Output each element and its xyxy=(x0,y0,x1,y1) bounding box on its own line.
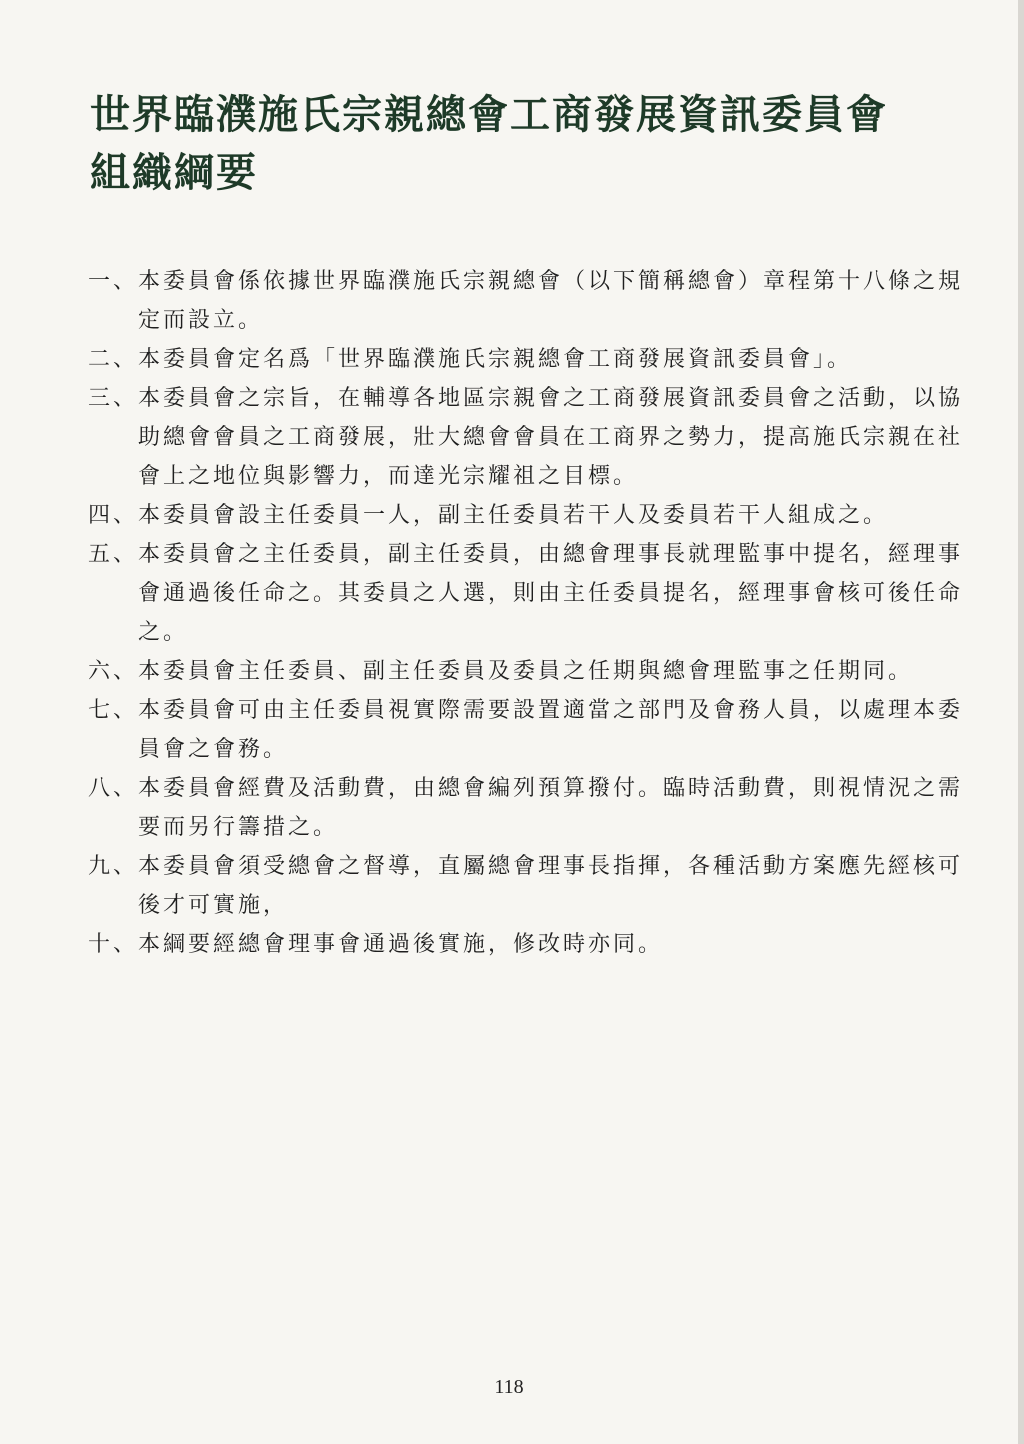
article-text: 本委員會可由主任委員視實際需要設置適當之部門及會務人員，以處理本委員會之會務。 xyxy=(138,698,964,762)
article-item xyxy=(88,769,968,847)
article-number: 三、 xyxy=(88,386,139,411)
article-item xyxy=(88,925,968,964)
article-number: 十、 xyxy=(88,932,139,957)
article-number: 七、 xyxy=(88,698,139,723)
article-text: 本委員會定名爲「世界臨濮施氏宗親總會工商發展資訊委員會」。 xyxy=(138,347,853,372)
article-text: 本委員會須受總會之督導，直屬總會理事長指揮，各種活動方案應先經核可後才可實施， xyxy=(138,854,964,918)
article-item xyxy=(88,340,968,379)
title-line-1: 世界臨濮施氏宗親總會工商發展資訊委員會 xyxy=(90,91,888,138)
article-number: 六、 xyxy=(88,659,139,684)
article-number: 九、 xyxy=(88,854,139,879)
article-item xyxy=(88,847,968,925)
article-item xyxy=(88,652,968,691)
article-list xyxy=(88,262,968,964)
article-number: 二、 xyxy=(88,347,139,372)
article-number: 四、 xyxy=(88,503,139,528)
article-item xyxy=(88,535,968,652)
article-text: 本綱要經總會理事會通過後實施，修改時亦同。 xyxy=(138,932,664,957)
article-text: 本委員會係依據世界臨濮施氏宗親總會（以下簡稱總會）章程第十八條之規定而設立。 xyxy=(138,269,964,333)
title-line-2: 組織綱要 xyxy=(90,149,258,196)
article-number: 一、 xyxy=(88,269,139,294)
page-title xyxy=(90,86,970,202)
article-number: 八、 xyxy=(88,776,139,801)
article-text: 本委員會主任委員、副主任委員及委員之任期與總會理監事之任期同。 xyxy=(138,659,914,684)
article-number: 五、 xyxy=(88,542,139,567)
article-item xyxy=(88,496,968,535)
article-item xyxy=(88,691,968,769)
article-text: 本委員會之宗旨，在輔導各地區宗親會之工商發展資訊委員會之活動，以協助總會會員之工商發展，壯大總會會員在工商界之勢力，提高施氏宗親在社會上之地位與影響力，而達光宗耀祖之目標。 xyxy=(138,386,964,489)
article-item xyxy=(88,379,968,496)
article-text: 本委員會經費及活動費，由總會編列預算撥付。臨時活動費，則視情況之需要而另行籌措之。 xyxy=(138,776,964,840)
article-text: 本委員會之主任委員，副主任委員，由總會理事長就理監事中提名，經理事會通過後任命之。其委員之人選，則由主任委員提名，經理事會核可後任命之。 xyxy=(138,542,964,645)
article-item xyxy=(88,262,968,340)
page-number: 118 xyxy=(494,1376,524,1398)
article-text: 本委員會設主任委員一人，副主任委員若干人及委員若干人組成之。 xyxy=(138,503,889,528)
